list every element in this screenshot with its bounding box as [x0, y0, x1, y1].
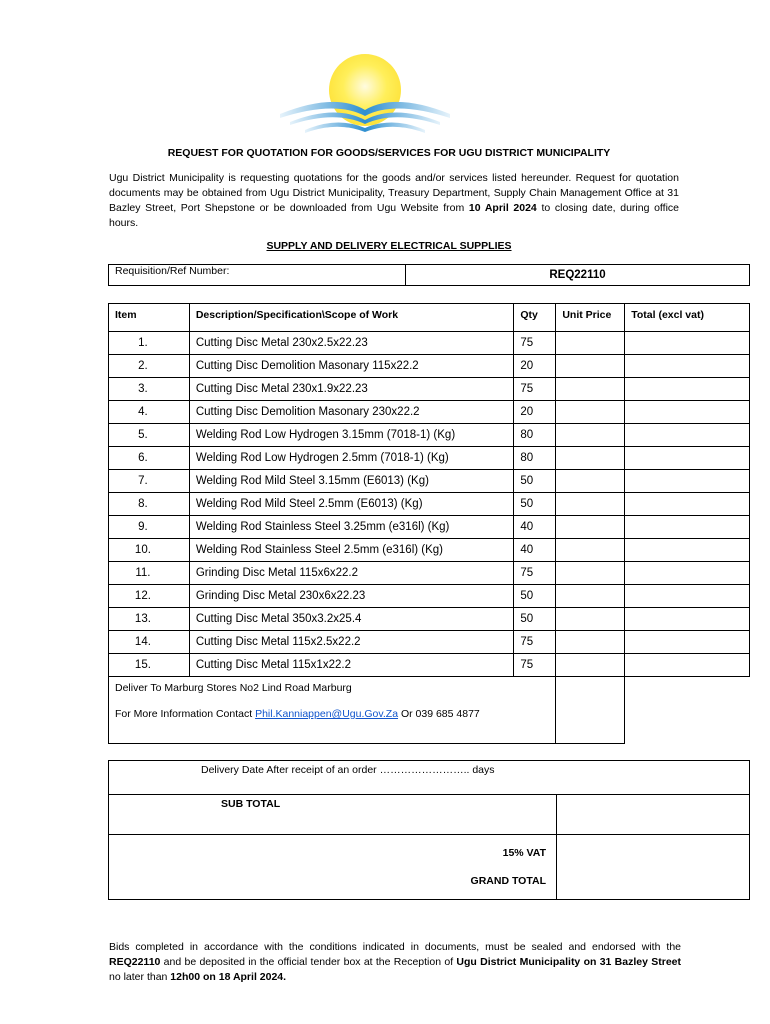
row-unit-price	[556, 585, 625, 608]
row-item-number: 11.	[109, 562, 190, 585]
row-total	[625, 493, 750, 516]
row-item-number: 1.	[109, 332, 190, 355]
ugu-logo-icon	[275, 52, 455, 142]
row-unit-price	[556, 332, 625, 355]
row-description: Cutting Disc Metal 115x1x22.2	[189, 654, 514, 677]
row-qty: 20	[514, 355, 556, 378]
intro-paragraph	[109, 171, 679, 231]
row-total	[625, 631, 750, 654]
table-header-row	[109, 304, 750, 332]
row-description: Grinding Disc Metal 230x6x22.23	[189, 585, 514, 608]
document-title: REQUEST FOR QUOTATION FOR GOODS/SERVICES FOR UGU DISTRICT MUNICIPALITY	[167, 147, 611, 159]
footer-text-1: Bids completed in accordance with the conditions indicated in documents, must be sealed and endorsed with the	[109, 941, 681, 953]
header-item: Item	[109, 304, 190, 332]
row-description: Welding Rod Stainless Steel 2.5mm (e316l) (Kg)	[189, 539, 514, 562]
row-qty: 75	[514, 378, 556, 401]
footer-text-2: and be deposited in the official tender box at the Reception of	[160, 956, 457, 968]
row-description: Welding Rod Low Hydrogen 3.15mm (7018-1) (Kg)	[189, 424, 514, 447]
row-unit-price	[556, 493, 625, 516]
footer-paragraph	[109, 940, 681, 985]
unit-price-cell	[556, 677, 625, 744]
row-item-number: 7.	[109, 470, 190, 493]
row-item-number: 6.	[109, 447, 190, 470]
row-total	[625, 516, 750, 539]
footer-place: Ugu District Municipality on 31 Bazley Street	[456, 956, 682, 968]
totals-table	[108, 760, 750, 900]
row-qty: 40	[514, 539, 556, 562]
contact-phone: Or 039 685 4877	[398, 708, 480, 720]
row-qty: 20	[514, 401, 556, 424]
row-unit-price	[556, 631, 625, 654]
table-row	[109, 562, 750, 585]
row-unit-price	[556, 447, 625, 470]
requisition-number: REQ22110	[406, 265, 750, 286]
table-row	[109, 355, 750, 378]
row-item-number: 12.	[109, 585, 190, 608]
row-item-number: 8.	[109, 493, 190, 516]
row-qty: 75	[514, 332, 556, 355]
intro-date: 10 April 2024	[468, 202, 537, 214]
table-row	[109, 654, 750, 677]
table-row	[109, 516, 750, 539]
footer-text-3: no later than	[109, 971, 171, 983]
row-description: Cutting Disc Metal 230x2.5x22.23	[189, 332, 514, 355]
row-qty: 50	[514, 493, 556, 516]
row-description: Welding Rod Stainless Steel 3.25mm (e316l) (Kg)	[189, 516, 514, 539]
row-item-number: 3.	[109, 378, 190, 401]
row-item-number: 14.	[109, 631, 190, 654]
grand-total-label: GRAND TOTAL	[470, 875, 546, 887]
row-description: Welding Rod Mild Steel 3.15mm (E6013) (Kg)	[189, 470, 514, 493]
row-qty: 50	[514, 470, 556, 493]
row-item-number: 4.	[109, 401, 190, 424]
table-row	[109, 585, 750, 608]
row-total	[625, 470, 750, 493]
row-qty: 40	[514, 516, 556, 539]
row-unit-price	[556, 608, 625, 631]
delivery-date: Delivery Date After receipt of an order …………………….. days	[109, 761, 750, 795]
contact-prefix: For More Information Contact	[115, 708, 256, 720]
header-description: Description/Specification\Scope of Work	[189, 304, 514, 332]
delivery-info-row	[109, 677, 750, 744]
table-row	[109, 424, 750, 447]
header-qty: Qty	[514, 304, 556, 332]
row-total	[625, 447, 750, 470]
row-unit-price	[556, 424, 625, 447]
row-qty: 50	[514, 608, 556, 631]
row-description: Grinding Disc Metal 115x6x22.2	[189, 562, 514, 585]
requisition-table	[108, 264, 750, 286]
row-description: Cutting Disc Demolition Masonary 230x22.2	[189, 401, 514, 424]
footer-deadline: 12h00 on 18 April 2024.	[170, 971, 287, 983]
row-unit-price	[556, 401, 625, 424]
row-total	[625, 378, 750, 401]
table-row	[109, 447, 750, 470]
items-table	[108, 303, 750, 744]
intro-text-end: to closing date, during office hours.	[109, 202, 679, 229]
vat-label: 15% VAT	[502, 847, 546, 859]
header-unit-price: Unit Price	[556, 304, 625, 332]
footer-ref: REQ22110	[109, 956, 161, 968]
row-unit-price	[556, 654, 625, 677]
table-row	[109, 631, 750, 654]
row-unit-price	[556, 539, 625, 562]
section-subtitle: SUPPLY AND DELIVERY ELECTRICAL SUPPLIES	[266, 240, 512, 252]
contact-email-link[interactable]: Phil.Kanniappen@Ugu.Gov.Za	[255, 708, 399, 720]
row-total	[625, 539, 750, 562]
row-total	[625, 424, 750, 447]
row-qty: 80	[514, 424, 556, 447]
row-qty: 75	[514, 631, 556, 654]
row-item-number: 10.	[109, 539, 190, 562]
row-unit-price	[556, 562, 625, 585]
row-description: Cutting Disc Metal 350x3.2x25.4	[189, 608, 514, 631]
sub-total-label: SUB TOTAL	[109, 795, 557, 835]
table-row	[109, 539, 750, 562]
total-cell-empty	[625, 677, 750, 744]
row-unit-price	[556, 516, 625, 539]
row-total	[625, 654, 750, 677]
row-unit-price	[556, 355, 625, 378]
deliver-to: Deliver To Marburg Stores No2 Lind Road Marburg	[115, 682, 352, 694]
row-item-number: 15.	[109, 654, 190, 677]
row-total	[625, 332, 750, 355]
row-item-number: 5.	[109, 424, 190, 447]
row-unit-price	[556, 378, 625, 401]
table-row	[109, 608, 750, 631]
row-total	[625, 355, 750, 378]
sub-total-value	[557, 795, 750, 835]
row-item-number: 2.	[109, 355, 190, 378]
table-row	[109, 493, 750, 516]
row-total	[625, 585, 750, 608]
requisition-label: Requisition/Ref Number:	[109, 265, 406, 286]
header-total: Total (excl vat)	[625, 304, 750, 332]
row-total	[625, 562, 750, 585]
row-total	[625, 608, 750, 631]
contact-info	[115, 707, 555, 721]
row-description: Welding Rod Mild Steel 2.5mm (E6013) (Kg)	[189, 493, 514, 516]
row-description: Cutting Disc Metal 115x2.5x22.2	[189, 631, 514, 654]
row-total	[625, 401, 750, 424]
row-qty: 75	[514, 562, 556, 585]
row-description: Cutting Disc Metal 230x1.9x22.23	[189, 378, 514, 401]
table-row	[109, 332, 750, 355]
table-row	[109, 470, 750, 493]
row-qty: 50	[514, 585, 556, 608]
row-item-number: 13.	[109, 608, 190, 631]
table-row	[109, 401, 750, 424]
row-item-number: 9.	[109, 516, 190, 539]
row-qty: 80	[514, 447, 556, 470]
intro-text: Ugu District Municipality is requesting quotations for the goods and/or services listed hereunder. Request for quotation documents may be obtained from Ugu District Municipality, Treasury Department, Supply Chain Management Office at 31 Bazley Street, Port Shepstone or be downloaded from Ugu Website from	[109, 172, 679, 214]
row-qty: 75	[514, 654, 556, 677]
row-unit-price	[556, 470, 625, 493]
vat-grand-total-labels	[109, 835, 557, 900]
grand-total-value	[557, 835, 750, 900]
table-row	[109, 378, 750, 401]
delivery-info	[109, 677, 556, 744]
row-description: Cutting Disc Demolition Masonary 115x22.2	[189, 355, 514, 378]
row-description: Welding Rod Low Hydrogen 2.5mm (7018-1) (Kg)	[189, 447, 514, 470]
